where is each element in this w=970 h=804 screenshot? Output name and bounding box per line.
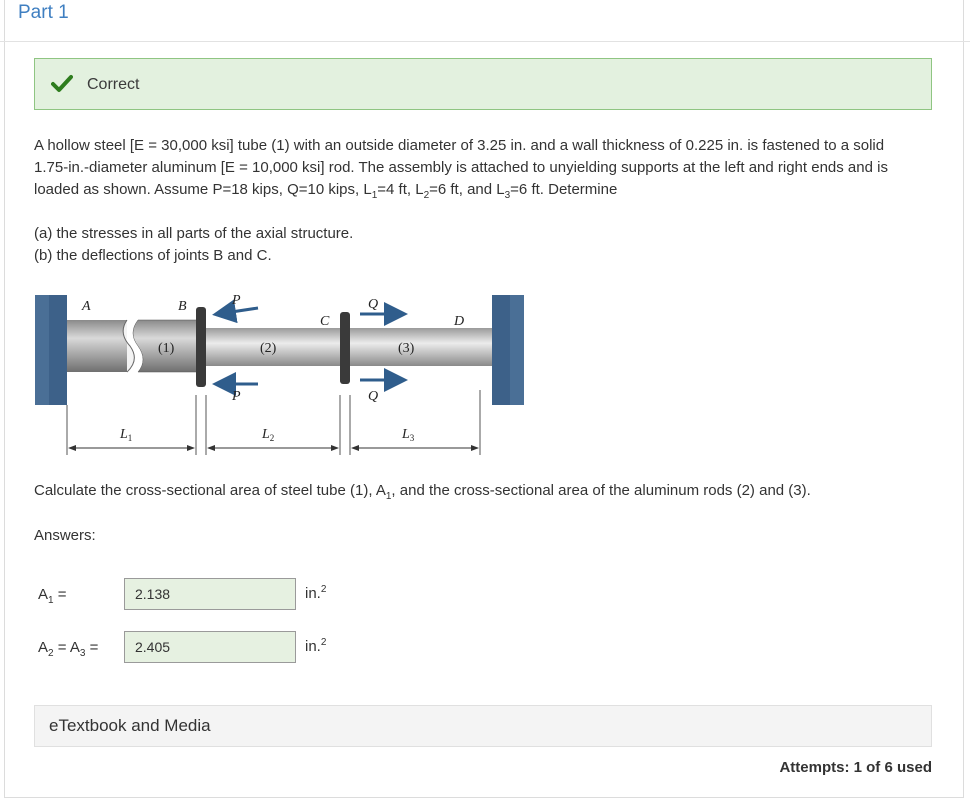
task-a: (a) the stresses in all parts of the axial structure. <box>34 225 354 242</box>
label-a: A <box>82 299 91 314</box>
label-d: D <box>454 314 465 329</box>
left-support <box>35 295 49 405</box>
steel-tube-stub <box>67 320 127 372</box>
check-icon <box>51 74 73 94</box>
answers-heading: Answers: <box>34 527 96 544</box>
answer-a2-a3-unit: in.$^2$ <box>305 637 327 655</box>
attempts-counter: Attempts: 1 of 6 used <box>779 759 932 776</box>
problem-statement <box>34 135 934 207</box>
label-c: C <box>320 314 330 329</box>
label-q-bottom: Q <box>368 389 379 404</box>
answer-a1-input[interactable] <box>124 578 296 610</box>
right-support <box>492 295 510 405</box>
etextbook-media-panel[interactable] <box>34 705 932 747</box>
label-q-top: Q <box>368 297 379 312</box>
label-seg-2: (2) <box>260 341 277 356</box>
label-seg-1: (1) <box>158 341 175 356</box>
dim-label-l3: $L_3$ <box>402 427 415 443</box>
label-seg-3: (3) <box>398 341 415 356</box>
answer-a2-a3-label: $A_2 = A_3$ = <box>38 639 99 659</box>
status-label: Correct <box>87 76 140 93</box>
problem-tasks <box>34 223 353 267</box>
problem-line-1: A hollow steel [E = 30,000 ksi] tube (1) with an outside diameter of 3.25 in. and a wall thickness of 0.225 in. is fastened to a solid <box>34 137 885 154</box>
question-text: Calculate the cross-sectional area of steel tube (1), $A_1$, and the cross-sectional area of the aluminum rods (2) and (3). <box>34 482 811 502</box>
axial-assembly-figure <box>30 290 530 460</box>
dim-label-l2: $L_2$ <box>262 427 275 443</box>
answer-a1-label: $A_1$ = <box>38 586 67 606</box>
problem-line-3: loaded as shown. Assume P=18 kips, Q=10 kips, $L_1=4$ ft, $L_2=6$ ft, and $L_3=6$ ft. Determine <box>34 181 618 201</box>
aluminum-rod-3 <box>350 328 492 366</box>
load-p-top-arrow <box>218 308 258 314</box>
answer-a2-a3-input[interactable] <box>124 631 296 663</box>
label-p-bottom: P <box>232 389 241 404</box>
answer-a1-unit: in.$^2$ <box>305 584 327 602</box>
correct-banner <box>34 58 932 110</box>
label-b: B <box>178 299 187 314</box>
task-b: (b) the deflections of joints B and C. <box>34 247 272 264</box>
problem-line-2: 1.75-in.-diameter aluminum [E = 10,000 ksi] rod. The assembly is attached to unyielding supports at the left and right ends and is <box>34 159 888 176</box>
part-title[interactable]: Part 1 <box>18 2 69 23</box>
etextbook-media-label[interactable]: eTextbook and Media <box>49 716 211 735</box>
flange-b <box>196 307 206 387</box>
label-p-top: P <box>232 293 241 308</box>
dim-label-l1: $L_1$ <box>120 427 133 443</box>
part-header <box>0 0 970 42</box>
flange-c <box>340 312 350 384</box>
